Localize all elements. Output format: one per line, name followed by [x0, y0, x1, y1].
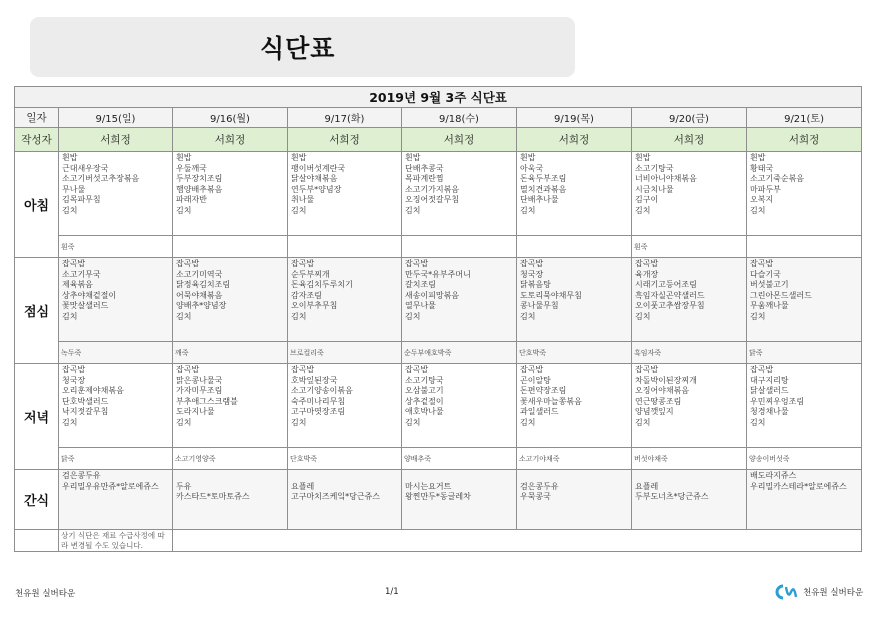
menu-item: 우둘깨국 [176, 163, 207, 173]
meal-cell [59, 152, 173, 236]
menu-item [405, 471, 514, 482]
menu-item: 목파계란찜 [405, 174, 444, 184]
menu-item: 소고기양송이볶음 [291, 386, 353, 396]
date-header: 일자 [15, 108, 59, 128]
extra-row [15, 342, 862, 364]
menu-item: 잡곡밥 [291, 259, 315, 268]
menu-item: 너비아니야채볶음 [635, 174, 697, 184]
menu-item: 근대새우장국 [62, 163, 109, 173]
menu-item: 도라지나물 [176, 407, 215, 417]
menu-item [176, 471, 285, 482]
menu-item: 닭살샐러드 [750, 386, 789, 396]
date-cell: 9/20(금) [632, 108, 747, 128]
author-cell: 서희정 [747, 128, 862, 152]
menu-item: 흑임자실곤약샐러드 [635, 290, 705, 300]
footer-page-number: 1/1 [385, 587, 399, 597]
menu-item: 콩나물무침 [520, 301, 559, 311]
menu-item: 소고기가지볶음 [405, 184, 460, 194]
meal-row [15, 258, 862, 342]
menu-item: 김치 [176, 417, 192, 427]
author-cell: 서희정 [288, 128, 402, 152]
menu-item: 닭정육김치조림 [176, 280, 231, 290]
menu-item: 잡곡밥 [62, 365, 86, 374]
meal-body [15, 152, 862, 530]
menu-item: 오이부추무침 [291, 301, 338, 311]
menu-item: 차돌박이된장찌개 [635, 375, 697, 385]
menu-item: 오리훈제야채볶음 [62, 386, 124, 396]
author-cell: 서희정 [632, 128, 747, 152]
menu-item: 시래기고등어조림 [635, 280, 697, 290]
porridge-cell: 닭죽 [59, 448, 173, 470]
menu-item: 만두국*유부주머니 [405, 269, 471, 279]
meal-cell [402, 152, 517, 236]
porridge-cell: 흰죽 [632, 236, 747, 258]
author-row [15, 128, 862, 152]
menu-item: 열무나물 [405, 301, 436, 311]
menu-item: 흰밥 [291, 153, 307, 162]
menu-item: 양념깻잎지 [635, 407, 674, 417]
menu-item: 김구이 [635, 195, 659, 205]
menu-item: 김치 [635, 417, 651, 427]
menu-item: 육개장 [635, 269, 659, 279]
menu-item: 상추겉절이 [405, 396, 444, 406]
menu-item: 제육볶음 [62, 280, 93, 290]
menu-item: 멸치견과볶음 [520, 184, 567, 194]
porridge-cell: 흰죽 [59, 236, 173, 258]
page-title: 식단표 [260, 34, 336, 63]
meal-cell [402, 470, 517, 530]
menu-item: 흰밥 [405, 153, 421, 162]
menu-item: 고구마엿장조림 [291, 407, 346, 417]
porridge-cell: 순두부애호박죽 [402, 342, 517, 364]
menu-item: 김치 [750, 205, 766, 215]
menu-item: 잡곡밥 [291, 365, 315, 374]
menu-item: 꽃새우마늘쫑볶음 [520, 396, 582, 406]
menu-item: 대구지리탕 [750, 375, 789, 385]
meal-cell [402, 258, 517, 342]
menu-item: 김치 [520, 205, 536, 215]
meal-cell [747, 152, 862, 236]
porridge-cell: 단호박죽 [288, 448, 402, 470]
menu-item: 잡곡밥 [405, 259, 429, 268]
menu-item: 흰밥 [520, 153, 536, 162]
menu-item: 김치 [405, 205, 421, 215]
silver-town-logo-icon [774, 583, 800, 601]
menu-item: 잡곡밥 [635, 365, 659, 374]
author-header: 작성자 [15, 128, 59, 152]
menu-item: 청국장 [62, 375, 86, 385]
menu-item [635, 471, 744, 482]
meal-cell [517, 152, 632, 236]
menu-item: 갈치조림 [405, 280, 436, 290]
menu-item: 김치 [291, 311, 307, 321]
menu-item: 곤이알탕 [520, 375, 551, 385]
porridge-cell: 흑임자죽 [632, 342, 747, 364]
author-cell: 서희정 [173, 128, 288, 152]
porridge-cell: 브로컬리죽 [288, 342, 402, 364]
meal-cell [632, 258, 747, 342]
menu-item: 닭볶음탕 [520, 280, 551, 290]
meal-cell [173, 152, 288, 236]
menu-item: 잡곡밥 [520, 365, 544, 374]
menu-item: 아욱국 [520, 163, 544, 173]
menu-item: 순두부찌개 [291, 269, 330, 279]
menu-item: 버섯불고기 [750, 280, 789, 290]
menu-item: 배도라지쥬스 [750, 471, 797, 480]
menu-item: 소고기탕국 [635, 163, 674, 173]
menu-item: 왕찐만두*동글레차 [405, 492, 471, 502]
meal-cell [288, 258, 402, 342]
menu-item: 김치 [635, 205, 651, 215]
menu-item: 흰밥 [176, 153, 192, 162]
table-caption: 2019년 9월 3주 식단표 [15, 87, 862, 108]
menu-item: 애호박나물 [405, 407, 444, 417]
meal-row [15, 470, 862, 530]
menu-item: 새송이피망볶음 [405, 290, 460, 300]
menu-item: 단배추나물 [520, 195, 559, 205]
menu-item: 소고기무국 [62, 269, 101, 279]
title-box [30, 17, 575, 77]
menu-item: 김치 [635, 311, 651, 321]
porridge-cell: 버섯야채죽 [632, 448, 747, 470]
menu-item: 잡곡밥 [520, 259, 544, 268]
note-text: 상기 식단은 재료 수급사정에 따라 변경될 수도 있습니다. [61, 531, 165, 550]
menu-item: 카스타드*토마토쥬스 [176, 492, 250, 502]
date-cell: 9/19(목) [517, 108, 632, 128]
menu-item: 오삼불고기 [405, 386, 444, 396]
meal-cell [632, 470, 747, 530]
menu-item: 오징어젓갈무침 [405, 195, 460, 205]
porridge-cell [402, 236, 517, 258]
caption-row [15, 87, 862, 108]
menu-item: 무나물 [62, 184, 86, 194]
menu-item: 김치 [291, 205, 307, 215]
meal-cell [288, 364, 402, 448]
porridge-cell [173, 236, 288, 258]
menu-item: 상추야채겉절이 [62, 290, 117, 300]
menu-item: 가자미무조림 [176, 386, 223, 396]
meal-cell [402, 364, 517, 448]
menu-item [520, 471, 629, 482]
footer-logo [774, 582, 863, 602]
menu-item: 요플레 [635, 481, 659, 491]
menu-item: 우묵콩국 [520, 492, 551, 502]
meal-cell [173, 258, 288, 342]
meal-cell [517, 470, 632, 530]
meal-cell [173, 470, 288, 530]
menu-item: 두유 [176, 481, 192, 491]
menu-item: 양배추*양념장 [176, 301, 227, 311]
menu-item: 요플레 [291, 481, 315, 491]
porridge-cell: 소고기야채죽 [517, 448, 632, 470]
meal-label: 간식 [15, 470, 59, 530]
menu-item: 김치 [291, 417, 307, 427]
menu-item: 흰밥 [635, 153, 651, 162]
note-empty-cell [173, 530, 862, 552]
meal-cell [288, 152, 402, 236]
meal-cell [747, 258, 862, 342]
menu-item: 두부도너츠*당근쥬스 [635, 492, 709, 502]
meal-label: 점심 [15, 258, 59, 364]
menu-item: 흰밥 [750, 153, 766, 162]
menu-item: 소고기버섯고추장볶음 [62, 174, 140, 184]
menu-item: 청국장 [520, 269, 544, 279]
menu-item: 다슬기국 [750, 269, 781, 279]
meal-cell [747, 470, 862, 530]
menu-item: 소고기죽순볶음 [750, 174, 805, 184]
menu-item: 소고기탕국 [405, 375, 444, 385]
menu-item: 맑은콩나물국 [176, 375, 223, 385]
menu-item: 김치 [520, 311, 536, 321]
menu-item: 김치 [520, 417, 536, 427]
menu-item: 오징어야채볶음 [635, 386, 690, 396]
meal-label: 저녁 [15, 364, 59, 470]
menu-item: 어묵야채볶음 [176, 290, 223, 300]
menu-item: 잡곡밥 [750, 259, 774, 268]
menu-item: 오복지 [750, 195, 774, 205]
meal-row [15, 364, 862, 448]
menu-item: 잡곡밥 [405, 365, 429, 374]
menu-item: 마파두부 [750, 184, 781, 194]
menu-item: 햄양배추볶음 [176, 184, 223, 194]
meal-row [15, 152, 862, 236]
menu-item: 단배추콩국 [405, 163, 444, 173]
menu-item: 잡곡밥 [62, 259, 86, 268]
meal-cell [517, 258, 632, 342]
meal-cell [173, 364, 288, 448]
menu-item: 두부장치조림 [176, 174, 223, 184]
meal-label: 아침 [15, 152, 59, 258]
menu-item: 흰밥 [62, 153, 78, 162]
menu-item: 무움깨나물 [750, 301, 789, 311]
meal-cell [632, 364, 747, 448]
menu-item: 잡곡밥 [176, 259, 200, 268]
porridge-cell: 녹두죽 [59, 342, 173, 364]
extra-row [15, 236, 862, 258]
porridge-cell: 깨죽 [173, 342, 288, 364]
porridge-cell: 닭죽 [747, 342, 862, 364]
date-row [15, 108, 862, 128]
menu-item: 취나물 [291, 195, 315, 205]
menu-item: 우민찌우엉조림 [750, 396, 805, 406]
porridge-cell [747, 236, 862, 258]
meal-cell [517, 364, 632, 448]
author-cell: 서희정 [402, 128, 517, 152]
footer-org-name: 천유원 실버타운 [15, 589, 76, 599]
extra-row [15, 448, 862, 470]
menu-item: 김치 [62, 417, 78, 427]
meal-cell [632, 152, 747, 236]
menu-item: 검은콩두유 [520, 481, 559, 491]
menu-item: 잡곡밥 [176, 365, 200, 374]
menu-item: 오이풋고추쌈장무침 [635, 301, 705, 311]
menu-item: 연두부*양념장 [291, 184, 342, 194]
menu-item: 김치 [62, 205, 78, 215]
menu-item: 김치 [176, 311, 192, 321]
menu-item: 과일샐러드 [520, 407, 559, 417]
author-cell: 서희정 [517, 128, 632, 152]
menu-item: 우리밀카스테라*알로에쥬스 [750, 481, 847, 491]
menu-item: 돈편약장조림 [520, 386, 567, 396]
menu-item: 시금치나물 [635, 184, 674, 194]
menu-item: 김치 [405, 417, 421, 427]
menu-item: 김치 [750, 417, 766, 427]
menu-item: 황태국 [750, 163, 774, 173]
menu-item [291, 471, 399, 482]
menu-item: 그린아몬드샐러드 [750, 290, 812, 300]
menu-item: 돈육김치두루치기 [291, 280, 353, 290]
menu-item: 김치 [405, 311, 421, 321]
meal-cell [59, 258, 173, 342]
date-cell: 9/21(토) [747, 108, 862, 128]
menu-item: 소고기미역국 [176, 269, 223, 279]
menu-item: 꽃맛살샐러드 [62, 301, 109, 311]
menu-item: 파래자반 [176, 195, 207, 205]
porridge-cell: 소고기영양죽 [173, 448, 288, 470]
note-row [15, 530, 862, 552]
author-cell: 서희정 [59, 128, 173, 152]
menu-item: 청경채나물 [750, 407, 789, 417]
menu-item: 김치 [62, 311, 78, 321]
menu-item: 마시는요거트 [405, 481, 452, 491]
menu-item: 검은콩두유 [62, 471, 101, 480]
date-cell: 9/15(일) [59, 108, 173, 128]
menu-item: 김치 [176, 205, 192, 215]
menu-item: 단호박샐러드 [62, 396, 109, 406]
menu-table [14, 86, 862, 552]
menu-item: 숙주미나리무침 [291, 396, 346, 406]
menu-item: 호박잎된장국 [291, 375, 338, 385]
meal-cell [747, 364, 862, 448]
note-cell [59, 530, 173, 552]
menu-item: 도토리묵야채무침 [520, 290, 582, 300]
menu-item: 고구마치즈케잌*당근쥬스 [291, 492, 381, 502]
meal-cell [59, 470, 173, 530]
menu-item: 잡곡밥 [750, 365, 774, 374]
porridge-cell [517, 236, 632, 258]
menu-item: 김치 [750, 311, 766, 321]
date-cell: 9/16(월) [173, 108, 288, 128]
menu-item: 연근땅콩조림 [635, 396, 682, 406]
menu-item: 낙지젓갈무침 [62, 407, 109, 417]
menu-item: 잡곡밥 [635, 259, 659, 268]
menu-item: 팽이버섯계란국 [291, 163, 346, 173]
menu-item: 부추애그스크램블 [176, 396, 238, 406]
date-cell: 9/18(수) [402, 108, 517, 128]
porridge-cell: 양배추죽 [402, 448, 517, 470]
menu-item: 김목파무침 [62, 195, 101, 205]
menu-item: 돈육두부조림 [520, 174, 567, 184]
menu-item: 닭살야채볶음 [291, 174, 338, 184]
note-label-cell [15, 530, 59, 552]
meal-cell [59, 364, 173, 448]
porridge-cell: 단호박죽 [517, 342, 632, 364]
date-cell: 9/17(화) [288, 108, 402, 128]
meal-cell [288, 470, 402, 530]
porridge-cell [288, 236, 402, 258]
menu-item: 우리밀우유만쥬*알로에쥬스 [62, 481, 159, 491]
footer-logo-text: 천유원 실버타운 [803, 588, 864, 598]
menu-item: 감자조림 [291, 290, 322, 300]
porridge-cell: 양송이버섯죽 [747, 448, 862, 470]
